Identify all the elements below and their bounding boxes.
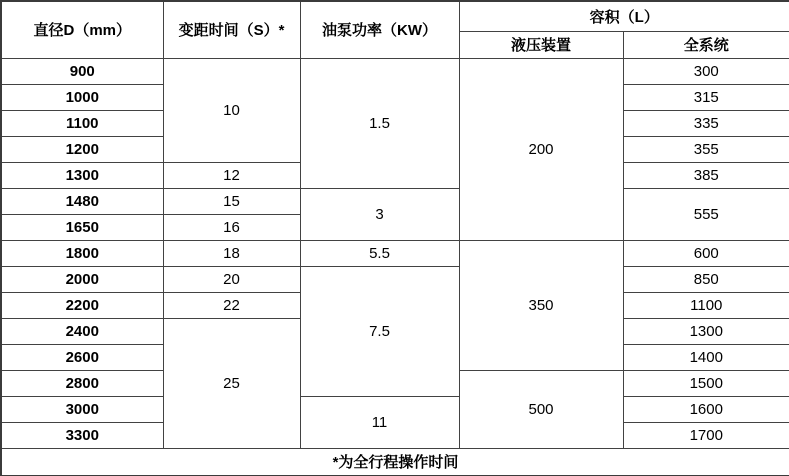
footnote-row [1,448,789,476]
cell-system-volume: 385 [623,162,789,188]
header-pitch-time: 变距时间（S）* [163,1,300,58]
cell-diameter: 1200 [1,136,163,162]
cell-pitch-time: 25 [163,318,300,448]
cell-system-volume: 300 [623,58,789,84]
cell-system-volume: 1600 [623,396,789,422]
table-header [1,1,789,58]
header-full-system: 全系统 [623,31,789,58]
table-row [1,58,789,84]
cell-pump-power: 7.5 [300,266,459,396]
cell-system-volume: 1300 [623,318,789,344]
cell-diameter: 2200 [1,292,163,318]
cell-pump-power: 5.5 [300,240,459,266]
cell-system-volume: 335 [623,110,789,136]
cell-pitch-time: 12 [163,162,300,188]
cell-diameter: 1800 [1,240,163,266]
cell-diameter: 2000 [1,266,163,292]
cell-diameter: 1300 [1,162,163,188]
header-pump-power: 油泵功率（KW） [300,1,459,58]
cell-hydraulic-volume: 200 [459,58,623,240]
cell-diameter: 3300 [1,422,163,448]
cell-pump-power: 3 [300,188,459,240]
cell-pitch-time: 15 [163,188,300,214]
cell-pitch-time: 18 [163,240,300,266]
cell-diameter: 1100 [1,110,163,136]
table-row [1,396,789,422]
cell-system-volume: 1500 [623,370,789,396]
header-diameter: 直径D（mm） [1,1,163,58]
cell-pitch-time: 16 [163,214,300,240]
cell-system-volume: 355 [623,136,789,162]
cell-pitch-time: 20 [163,266,300,292]
cell-pump-power: 11 [300,396,459,448]
cell-system-volume: 600 [623,240,789,266]
header-hydraulic-device: 液压装置 [459,31,623,58]
cell-pump-power: 1.5 [300,58,459,188]
cell-diameter: 900 [1,58,163,84]
cell-diameter: 1650 [1,214,163,240]
table-row [1,266,789,292]
footnote: *为全行程操作时间 [1,448,789,476]
table-row [1,240,789,266]
cell-diameter: 3000 [1,396,163,422]
cell-system-volume: 850 [623,266,789,292]
table-body [1,58,789,476]
cell-diameter: 1000 [1,84,163,110]
header-volume-group: 容积（L） [459,1,789,31]
cell-hydraulic-volume: 350 [459,240,623,370]
cell-pitch-time: 10 [163,58,300,162]
cell-diameter: 2600 [1,344,163,370]
cell-diameter: 2800 [1,370,163,396]
cell-system-volume: 1400 [623,344,789,370]
cell-system-volume: 1700 [623,422,789,448]
table-row [1,188,789,214]
cell-pitch-time: 22 [163,292,300,318]
cell-diameter: 1480 [1,188,163,214]
cell-system-volume: 315 [623,84,789,110]
cell-system-volume: 1100 [623,292,789,318]
cell-hydraulic-volume: 500 [459,370,623,448]
cell-system-volume: 555 [623,188,789,240]
cell-diameter: 2400 [1,318,163,344]
